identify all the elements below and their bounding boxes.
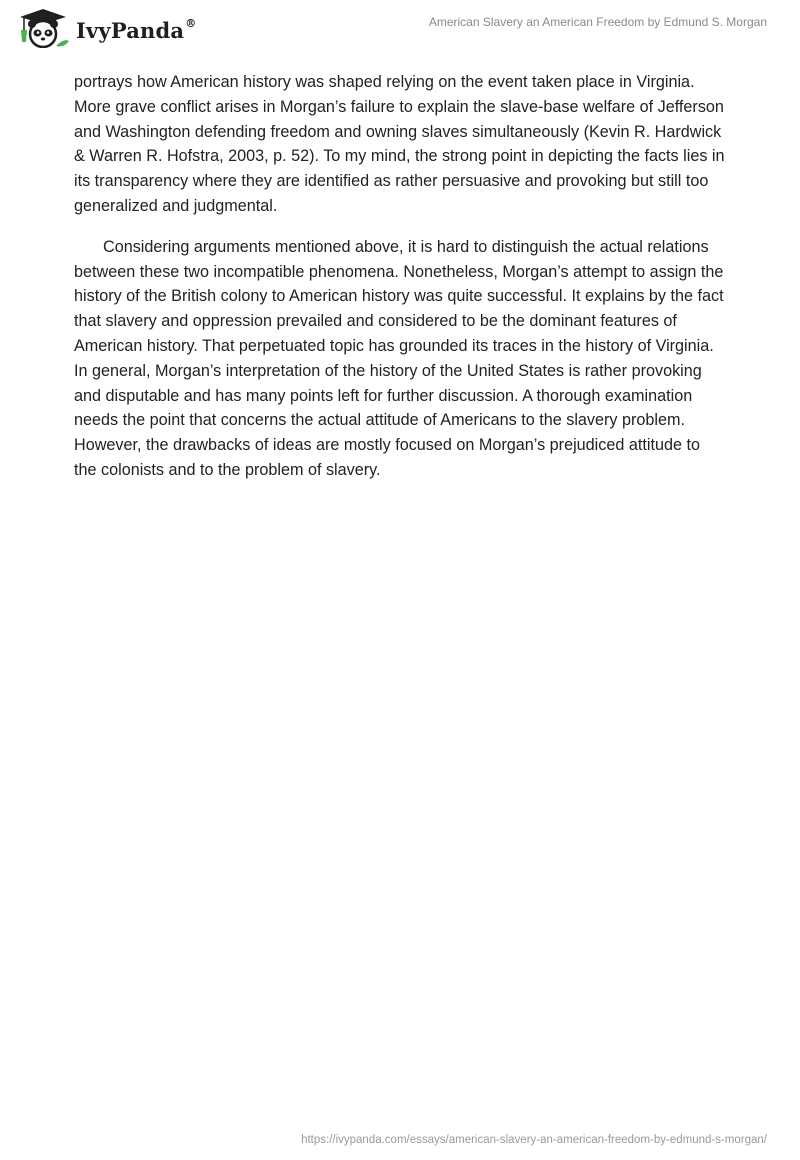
panda-graduate-logo-icon xyxy=(14,8,72,48)
footer-source-url[interactable]: https://ivypanda.com/essays/american-slavery-an-american-freedom-by-edmund-s-morgan/ xyxy=(301,1134,767,1146)
paragraph-conclusion: Considering arguments mentioned above, it is hard to distinguish the actual relations between these two incompatible phenomena. Nonetheless, Morgan’s attempt to assign the history of the British colony to American history was quite successful. It explains by the fact that slavery and oppression prevailed and considered to be the dominant features of American history. That perpetuated topic has grounded its traces in the history of Virginia. In general, Morgan’s interpretation of the history of the United States is rather provoking and disputable and has many points left for further discussion. A thorough examination needs the point that concerns the actual attitude of Americans to the slavery problem. However, the drawbacks of ideas are mostly focused on Morgan’s prejudiced attitude to the colonists and to the problem of slavery. xyxy=(74,237,724,479)
ivypanda-logo[interactable] xyxy=(14,8,196,48)
paragraph-continuation: portrays how American history was shaped relying on the event taken place in Virginia. More grave conflict arises in Morgan’s failure to explain the slave-base welfare of Jefferson and Washington defending freedom and owning slaves simultaneously (Kevin R. Hardwick & Warren R. Hofstra, 2003, p. 52). To my mind, the strong point in depicting the facts lies in its transparency where they are identified as rather persuasive and provoking but still too generalized and judgmental. xyxy=(74,73,725,215)
page-header xyxy=(0,0,800,64)
brand-name: IvyPanda® xyxy=(76,16,197,43)
document-title: American Slavery an American Freedom by Edmund S. Morgan xyxy=(428,15,767,29)
essay-body xyxy=(74,70,726,499)
